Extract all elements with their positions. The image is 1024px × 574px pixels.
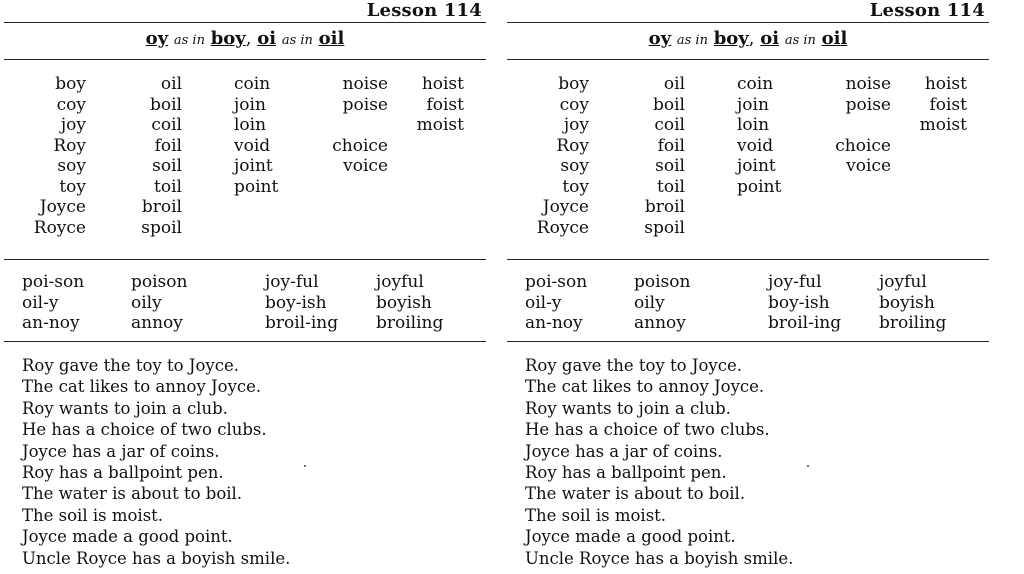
word-column-3 bbox=[737, 74, 807, 197]
word: foil bbox=[657, 135, 685, 156]
word: voice bbox=[343, 156, 388, 176]
word: soy bbox=[57, 156, 86, 176]
sentence: The water is about to boil. bbox=[22, 484, 243, 504]
whole-word: joyful bbox=[376, 272, 424, 292]
whole-word: annoy bbox=[634, 313, 686, 333]
word: loin bbox=[234, 115, 267, 135]
whole-word: poison bbox=[634, 272, 691, 292]
word: foist bbox=[929, 94, 967, 115]
syllable-word: broil-ing bbox=[768, 313, 842, 333]
word: choice bbox=[835, 135, 891, 156]
scan-speck bbox=[304, 465, 306, 467]
word-column-1 bbox=[4, 74, 86, 238]
divider bbox=[507, 341, 989, 342]
word: boy bbox=[55, 74, 86, 94]
word: noise bbox=[845, 74, 891, 94]
word: void bbox=[234, 135, 271, 156]
divider bbox=[4, 59, 486, 60]
lesson-title: Lesson 114 bbox=[869, 0, 985, 21]
syllable-word: boy-ish bbox=[265, 292, 327, 313]
syllable-word: oil-y bbox=[525, 292, 562, 313]
word: coin bbox=[737, 74, 774, 94]
word: spoil bbox=[141, 217, 182, 238]
word: joy bbox=[60, 115, 86, 135]
whole-word: boyish bbox=[879, 292, 935, 313]
word: coin bbox=[234, 74, 271, 94]
subtitle-as-in: as in bbox=[676, 33, 708, 48]
split-column-2 bbox=[634, 272, 690, 334]
whole-word: oily bbox=[131, 292, 162, 313]
word bbox=[314, 115, 388, 136]
sentence: Roy has a ballpoint pen. bbox=[525, 463, 727, 483]
split-column-1 bbox=[525, 272, 587, 334]
whole-word: joyful bbox=[879, 272, 927, 292]
word: joint bbox=[737, 156, 776, 176]
word: foil bbox=[154, 135, 182, 156]
word-column-4 bbox=[817, 74, 891, 177]
word: coy bbox=[559, 94, 589, 115]
sentence: He has a choice of two clubs. bbox=[22, 420, 267, 440]
word: join bbox=[234, 94, 266, 115]
sentence: Joyce made a good point. bbox=[525, 527, 736, 547]
scan-speck bbox=[807, 465, 809, 467]
lesson-panel-right bbox=[507, 0, 989, 574]
sentence: Roy wants to join a club. bbox=[525, 398, 731, 418]
split-column-4 bbox=[376, 272, 443, 334]
sentence: He has a choice of two clubs. bbox=[525, 420, 770, 440]
divider bbox=[507, 22, 989, 23]
word-column-4 bbox=[314, 74, 388, 177]
word: toy bbox=[562, 176, 589, 197]
word: loin bbox=[737, 115, 770, 135]
divider bbox=[507, 59, 989, 60]
divider bbox=[507, 259, 989, 260]
word: choice bbox=[332, 135, 388, 156]
word: toy bbox=[59, 176, 86, 197]
word: void bbox=[737, 135, 774, 156]
subtitle-oi: oi bbox=[257, 28, 277, 49]
whole-word: boyish bbox=[376, 292, 432, 313]
word-column-3 bbox=[234, 74, 304, 197]
word: hoist bbox=[924, 74, 967, 94]
word-column-5 bbox=[902, 74, 967, 136]
syllable-word: boy-ish bbox=[768, 292, 830, 313]
split-column-4 bbox=[879, 272, 946, 334]
sentence: Roy gave the toy to Joyce. bbox=[22, 356, 239, 375]
word: spoil bbox=[644, 217, 685, 238]
word: Joyce bbox=[39, 197, 86, 217]
sentence: Joyce made a good point. bbox=[22, 527, 233, 547]
word: moist bbox=[416, 115, 464, 135]
sentence: The soil is moist. bbox=[22, 505, 164, 525]
word: toil bbox=[154, 176, 182, 197]
word: Roy bbox=[556, 135, 589, 156]
word: join bbox=[737, 94, 769, 115]
syllable-word: oil-y bbox=[22, 292, 59, 313]
subtitle-as-in: as in bbox=[784, 33, 816, 48]
sentence: The cat likes to annoy Joyce. bbox=[525, 377, 765, 397]
subtitle-oil: oil bbox=[318, 28, 345, 49]
subtitle-oil: oil bbox=[821, 28, 848, 49]
sentence: Joyce has a jar of coins. bbox=[525, 441, 723, 461]
whole-word: broiling bbox=[879, 313, 947, 333]
syllable-word: poi-son bbox=[22, 272, 85, 292]
sentence-list bbox=[22, 355, 290, 569]
word-column-1 bbox=[507, 74, 589, 238]
lesson-panel-left bbox=[4, 0, 486, 574]
word: point bbox=[234, 176, 279, 197]
syllable-word: joy-ful bbox=[768, 272, 822, 292]
syllable-word: an-noy bbox=[22, 313, 80, 333]
word: moist bbox=[919, 115, 967, 135]
word: Joyce bbox=[542, 197, 589, 217]
word-column-5 bbox=[399, 74, 464, 136]
divider bbox=[4, 22, 486, 23]
word: point bbox=[737, 176, 782, 197]
word: toil bbox=[657, 176, 685, 197]
sentence: Roy has a ballpoint pen. bbox=[22, 463, 224, 483]
whole-word: annoy bbox=[131, 313, 183, 333]
word bbox=[817, 115, 891, 136]
lesson-title: Lesson 114 bbox=[366, 0, 482, 21]
sentence: The soil is moist. bbox=[525, 505, 667, 525]
sentence: The water is about to boil. bbox=[525, 484, 746, 504]
subtitle-as-in: as in bbox=[281, 33, 313, 48]
whole-word: oily bbox=[634, 292, 665, 313]
sentence: Uncle Royce has a boyish smile. bbox=[525, 548, 794, 568]
word: poise bbox=[845, 94, 891, 115]
word: noise bbox=[342, 74, 388, 94]
word: broil bbox=[644, 197, 685, 217]
word-column-2 bbox=[104, 74, 182, 238]
word: hoist bbox=[421, 74, 464, 94]
subtitle-oy: oy bbox=[648, 28, 672, 49]
split-column-1 bbox=[22, 272, 84, 334]
word: foist bbox=[426, 94, 464, 115]
word: coy bbox=[56, 94, 86, 115]
word: broil bbox=[141, 197, 182, 217]
word: Royce bbox=[536, 217, 589, 238]
divider bbox=[4, 341, 486, 342]
word: poise bbox=[342, 94, 388, 115]
sentence: Uncle Royce has a boyish smile. bbox=[22, 548, 291, 568]
divider bbox=[4, 259, 486, 260]
whole-word: broiling bbox=[376, 313, 444, 333]
word: soil bbox=[152, 156, 182, 176]
split-column-3 bbox=[265, 272, 338, 334]
sentence: The cat likes to annoy Joyce. bbox=[22, 377, 262, 397]
subtitle-oy: oy bbox=[145, 28, 169, 49]
subtitle-comma: , bbox=[245, 28, 252, 49]
word: voice bbox=[846, 156, 891, 176]
subtitle-oi: oi bbox=[760, 28, 780, 49]
word: boy bbox=[558, 74, 589, 94]
word: oil bbox=[663, 74, 685, 94]
word: boil bbox=[653, 94, 685, 115]
syllable-word: poi-son bbox=[525, 272, 588, 292]
word: coil bbox=[151, 115, 182, 135]
whole-word: poison bbox=[131, 272, 188, 292]
word: coil bbox=[654, 115, 685, 135]
subtitle-boy: boy bbox=[210, 28, 246, 49]
word: Roy bbox=[53, 135, 86, 156]
word: joy bbox=[563, 115, 589, 135]
split-column-3 bbox=[768, 272, 841, 334]
sentence: Joyce has a jar of coins. bbox=[22, 441, 220, 461]
word: soy bbox=[560, 156, 589, 176]
word: boil bbox=[150, 94, 182, 115]
word-column-2 bbox=[607, 74, 685, 238]
word: oil bbox=[160, 74, 182, 94]
subtitle-as-in: as in bbox=[173, 33, 205, 48]
split-column-2 bbox=[131, 272, 187, 334]
subtitle-boy: boy bbox=[713, 28, 749, 49]
sentence-list bbox=[525, 355, 793, 569]
sentence: Roy wants to join a club. bbox=[22, 398, 228, 418]
word: soil bbox=[655, 156, 685, 176]
syllable-word: an-noy bbox=[525, 313, 583, 333]
syllable-word: broil-ing bbox=[265, 313, 339, 333]
lesson-subtitle bbox=[507, 28, 989, 49]
word: Royce bbox=[33, 217, 86, 238]
sentence: Roy gave the toy to Joyce. bbox=[525, 356, 742, 375]
lesson-subtitle bbox=[4, 28, 486, 49]
subtitle-comma: , bbox=[748, 28, 755, 49]
syllable-word: joy-ful bbox=[265, 272, 319, 292]
word: joint bbox=[234, 156, 273, 176]
